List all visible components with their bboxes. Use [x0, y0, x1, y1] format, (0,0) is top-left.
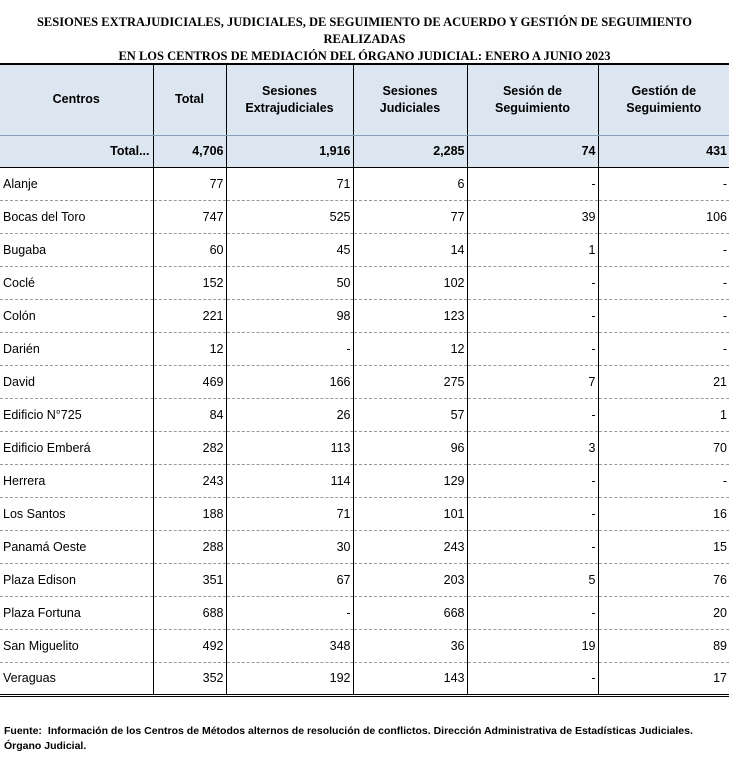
table-row	[0, 266, 729, 299]
centro-name-cell: Edificio Emberá	[0, 431, 153, 464]
table-row	[0, 629, 729, 662]
table-header-row	[0, 64, 729, 135]
value-cell: 20	[598, 596, 729, 629]
value-cell: -	[467, 596, 598, 629]
value-cell: 123	[353, 299, 467, 332]
centro-name-cell: Veraguas	[0, 662, 153, 695]
value-cell: 243	[353, 530, 467, 563]
value-cell: 1	[467, 233, 598, 266]
value-cell: 12	[153, 332, 226, 365]
table-row	[0, 365, 729, 398]
table-row	[0, 299, 729, 332]
value-cell: 36	[353, 629, 467, 662]
value-cell: 67	[226, 563, 353, 596]
value-cell: -	[598, 233, 729, 266]
value-cell: 39	[467, 200, 598, 233]
value-cell: 203	[353, 563, 467, 596]
table-row	[0, 233, 729, 266]
value-cell: 96	[353, 431, 467, 464]
value-cell: 492	[153, 629, 226, 662]
value-cell: 166	[226, 365, 353, 398]
value-cell: 747	[153, 200, 226, 233]
value-cell: 352	[153, 662, 226, 695]
title-line-1: SESIONES EXTRAJUDICIALES, JUDICIALES, DE SEGUIMIENTO DE ACUERDO Y GESTIÓN DE SEGUIMIENTO REALIZADAS	[36, 15, 693, 46]
centro-name-cell: Coclé	[0, 266, 153, 299]
value-cell: -	[598, 167, 729, 200]
centro-name-cell: Plaza Edison	[0, 563, 153, 596]
source-note	[4, 724, 719, 754]
value-cell: 77	[353, 200, 467, 233]
value-cell: 17	[598, 662, 729, 695]
value-cell: 71	[226, 497, 353, 530]
table-row	[0, 662, 729, 695]
value-cell: 30	[226, 530, 353, 563]
value-cell: 101	[353, 497, 467, 530]
value-cell: -	[598, 464, 729, 497]
total-cell: 4,706	[153, 135, 226, 167]
value-cell: 7	[467, 365, 598, 398]
value-cell: 12	[353, 332, 467, 365]
value-cell: 525	[226, 200, 353, 233]
total-cell: 74	[467, 135, 598, 167]
value-cell: 688	[153, 596, 226, 629]
value-cell: 19	[467, 629, 598, 662]
total-cell: 2,285	[353, 135, 467, 167]
value-cell: 16	[598, 497, 729, 530]
table-row	[0, 563, 729, 596]
value-cell: -	[467, 662, 598, 695]
value-cell: 152	[153, 266, 226, 299]
total-cell: 1,916	[226, 135, 353, 167]
value-cell: 221	[153, 299, 226, 332]
value-cell: 21	[598, 365, 729, 398]
value-cell: 288	[153, 530, 226, 563]
value-cell: 114	[226, 464, 353, 497]
header-sesion-seguimiento: Sesión de Seguimiento	[467, 64, 598, 135]
value-cell: 60	[153, 233, 226, 266]
table-row	[0, 530, 729, 563]
value-cell: 1	[598, 398, 729, 431]
table-row	[0, 431, 729, 464]
centro-name-cell: Bocas del Toro	[0, 200, 153, 233]
value-cell: 89	[598, 629, 729, 662]
value-cell: 469	[153, 365, 226, 398]
value-cell: 113	[226, 431, 353, 464]
centro-name-cell: Colón	[0, 299, 153, 332]
value-cell: 14	[353, 233, 467, 266]
value-cell: 129	[353, 464, 467, 497]
centro-name-cell: Los Santos	[0, 497, 153, 530]
table-row	[0, 398, 729, 431]
centro-name-cell: Panamá Oeste	[0, 530, 153, 563]
value-cell: 243	[153, 464, 226, 497]
total-cell: 431	[598, 135, 729, 167]
table-row	[0, 167, 729, 200]
centro-name-cell: Edificio N°725	[0, 398, 153, 431]
table-row	[0, 464, 729, 497]
sessions-table	[0, 63, 729, 697]
value-cell: 76	[598, 563, 729, 596]
value-cell: 348	[226, 629, 353, 662]
value-cell: 668	[353, 596, 467, 629]
total-row	[0, 135, 729, 167]
centro-name-cell: Plaza Fortuna	[0, 596, 153, 629]
header-centros: Centros	[0, 64, 153, 135]
value-cell: -	[598, 332, 729, 365]
header-sesiones-judiciales: Sesiones Judiciales	[353, 64, 467, 135]
title-line-2: EN LOS CENTROS DE MEDIACIÓN DEL ÓRGANO JUDICIAL: ENERO A JUNIO 2023	[118, 49, 611, 63]
value-cell: -	[467, 167, 598, 200]
value-cell: -	[598, 299, 729, 332]
value-cell: 71	[226, 167, 353, 200]
value-cell: -	[467, 299, 598, 332]
report-title	[0, 14, 729, 65]
table-row	[0, 332, 729, 365]
total-label: Total...	[0, 135, 153, 167]
value-cell: -	[467, 332, 598, 365]
value-cell: 26	[226, 398, 353, 431]
table-row	[0, 497, 729, 530]
value-cell: 5	[467, 563, 598, 596]
value-cell: -	[226, 596, 353, 629]
header-total: Total	[153, 64, 226, 135]
centro-name-cell: Bugaba	[0, 233, 153, 266]
value-cell: 143	[353, 662, 467, 695]
value-cell: -	[467, 464, 598, 497]
table-row	[0, 596, 729, 629]
value-cell: 351	[153, 563, 226, 596]
value-cell: -	[226, 332, 353, 365]
value-cell: 6	[353, 167, 467, 200]
centro-name-cell: David	[0, 365, 153, 398]
centro-name-cell: San Miguelito	[0, 629, 153, 662]
value-cell: 50	[226, 266, 353, 299]
value-cell: 102	[353, 266, 467, 299]
value-cell: -	[467, 530, 598, 563]
source-label: Fuente:	[4, 725, 42, 737]
value-cell: -	[467, 266, 598, 299]
centro-name-cell: Herrera	[0, 464, 153, 497]
header-gestion-seguimiento: Gestión de Seguimiento	[598, 64, 729, 135]
value-cell: -	[467, 497, 598, 530]
value-cell: -	[598, 266, 729, 299]
value-cell: 192	[226, 662, 353, 695]
value-cell: 45	[226, 233, 353, 266]
source-text: Información de los Centros de Métodos alternos de resolución de conflictos. Dirección Administrativa de Estadísticas Judiciales. Órgano Judicial.	[4, 725, 693, 752]
value-cell: 3	[467, 431, 598, 464]
value-cell: -	[467, 398, 598, 431]
value-cell: 84	[153, 398, 226, 431]
header-sesiones-extrajudiciales: Sesiones Extrajudiciales	[226, 64, 353, 135]
value-cell: 70	[598, 431, 729, 464]
value-cell: 77	[153, 167, 226, 200]
value-cell: 98	[226, 299, 353, 332]
value-cell: 188	[153, 497, 226, 530]
value-cell: 282	[153, 431, 226, 464]
value-cell: 275	[353, 365, 467, 398]
value-cell: 106	[598, 200, 729, 233]
value-cell: 15	[598, 530, 729, 563]
value-cell: 57	[353, 398, 467, 431]
table-row	[0, 200, 729, 233]
centro-name-cell: Alanje	[0, 167, 153, 200]
centro-name-cell: Darién	[0, 332, 153, 365]
